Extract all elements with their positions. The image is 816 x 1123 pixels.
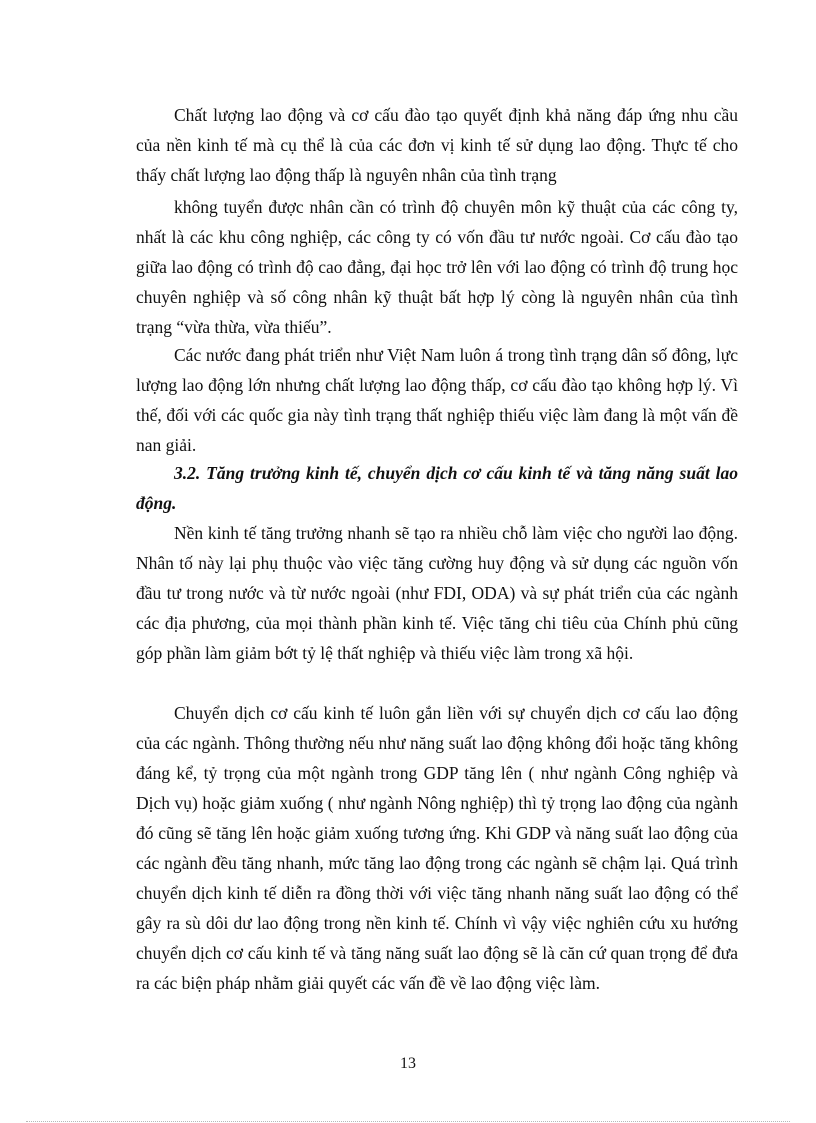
paragraph-developing-countries: Các nước đang phát triển như Việt Nam luôn á trong tình trạng dân số đông, lực lượng lao động lớn nhưng chất lượng lao động thấp, cơ cấu đào tạo không hợp lý. Vì thế, đối với các quốc gia này tình trạng thất nghiệp thiếu việc làm đang là một vấn đề nan giải. [136,345,738,455]
paragraph-recruitment: không tuyển được nhân cần có trình độ chuyên môn kỹ thuật của các công ty, nhất là các khu công nghiệp, các công ty có vốn đầu tư nước ngoài. Cơ cấu đào tạo giữa lao động có trình độ cao đẳng, đại học trở lên với lao động có trình độ trung học chuyên nghiệp và số công nhân kỹ thuật bất hợp lý còng là nguyên nhân của tình trạng “vừa thừa, vừa thiếu”. [136,197,738,337]
section-heading: 3.2. Tăng trưởng kinh tế, chuyển dịch cơ cấu kinh tế và tăng năng suất lao động. [136,463,738,513]
page-bottom-divider [26,1121,790,1122]
page-number: 13 [400,1055,416,1072]
paragraph-economic-growth: Nền kinh tế tăng trưởng nhanh sẽ tạo ra nhiều chỗ làm việc cho người lao động. Nhân tố này lại phụ thuộc vào việc tăng cường huy động và sử dụng các nguồn vốn đầu tư trong nước và từ nước ngoài (như FDI, ODA) và sự phát triển của các ngành các địa phương, của mọi thành phần kinh tế. Việc tăng chi tiêu của Chính phủ cũng góp phần làm giảm bớt tỷ lệ thất nghiệp và thiếu việc làm trong xã hội. [136,523,738,663]
paragraph-labor-quality: Chất lượng lao động và cơ cấu đào tạo quyết định khả năng đáp ứng nhu cầu của nền kinh tế mà cụ thể là của các đơn vị kinh tế sử dụng lao động. Thực tế cho thấy chất lượng lao động thấp là nguyên nhân của tình trạng [136,105,738,185]
paragraph-structural-shift: Chuyển dịch cơ cấu kinh tế luôn gắn liền với sự chuyển dịch cơ cấu lao động của các ngành. Thông thường nếu như năng suất lao động không đổi hoặc tăng không đáng kể, tỷ trọng của một ngành trong GDP tăng lên ( như ngành Công nghiệp và Dịch vụ) hoặc giảm xuống ( như ngành Nông nghiệp) thì tỷ trọng lao động của ngành đó cũng sẽ tăng lên hoặc giảm xuống tương ứng. Khi GDP và năng suất lao động của các ngành đều tăng nhanh, mức tăng lao động trong các ngành sẽ chậm lại. Quá trình chuyển dịch kinh tế diễn ra đồng thời với việc tăng nhanh năng suất lao động có thể gây ra sù dôi dư lao động trong nền kinh tế. Chính vì vậy việc nghiên cứu xu hướng chuyển dịch cơ cấu kinh tế và tăng năng suất lao động sẽ là căn cứ quan trọng để đưa ra các biện pháp nhằm giải quyết các vấn đề về lao động việc làm. [136,703,738,993]
